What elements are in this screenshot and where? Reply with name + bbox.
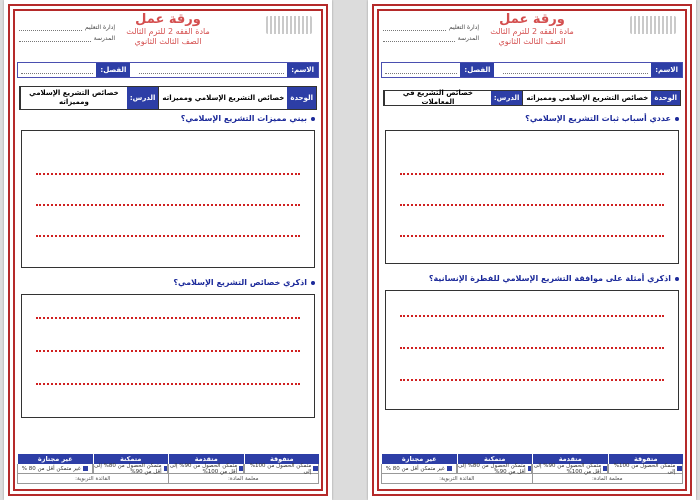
lesson-label: الدرس:	[491, 91, 523, 105]
criteria-excellent[interactable]: متمكن الحصول من 100% إلى	[608, 464, 684, 474]
subject-title: مادة الفقه 2 للترم الثالث	[490, 27, 574, 36]
class-label: الفصل:	[96, 63, 130, 77]
question-2-text: اذكري خصائص التشريع الإسلامي؟	[173, 278, 307, 287]
lesson-label: الدرس:	[127, 87, 159, 109]
ministry-logo-image	[266, 16, 312, 34]
level-advanced: متقدمة	[532, 454, 608, 464]
question-1-text: بيني مميزات التشريع الإسلامي؟	[180, 114, 307, 123]
teacher-signature: معلمة المادة:	[168, 474, 319, 483]
admin-info	[19, 24, 115, 46]
answer-line	[36, 235, 300, 237]
criteria-failed[interactable]: غير متمكن أقل من 80 %	[17, 464, 93, 474]
criteria-excellent[interactable]: متمكن الحصول من 100% إلى	[244, 464, 320, 474]
question-2	[381, 274, 679, 283]
unit-lesson-bar	[383, 90, 681, 106]
answer-line	[400, 315, 664, 317]
criteria-advanced[interactable]: متمكن الحصول من 90% إلى أقل من 100%	[168, 464, 244, 474]
leader-signature: القائدة التربوية:	[439, 475, 475, 482]
page-content	[17, 10, 319, 488]
checkbox-icon	[164, 466, 167, 471]
grade-title: الصف الثالث الثانوي	[498, 37, 566, 46]
bullet-icon	[311, 117, 315, 121]
worksheet-title: ورقة عمل	[135, 12, 201, 27]
answer-line	[400, 204, 664, 206]
checkbox-icon	[677, 466, 682, 471]
teacher-signature: معلمة المادة:	[532, 474, 683, 483]
lesson-value: خصائص التشريع في المعاملات	[384, 91, 491, 105]
answer-line	[400, 379, 664, 381]
checkbox-icon	[83, 466, 88, 471]
answer-box-1[interactable]	[385, 130, 679, 264]
admin-label: إدارة التعليم	[85, 24, 115, 31]
level-proficient: متمكنة	[93, 454, 169, 464]
level-excellent: متفوقة	[244, 454, 320, 464]
admin-field[interactable]	[19, 25, 82, 31]
answer-line	[400, 173, 664, 175]
school-field[interactable]	[19, 36, 91, 42]
answer-line	[36, 204, 300, 206]
page-content	[381, 10, 683, 488]
ministry-logo	[627, 12, 679, 38]
class-field[interactable]	[385, 63, 457, 74]
worksheet-header	[381, 10, 683, 60]
question-2-text: اذكري أمثلة على موافقة التشريع الإسلامي للفطرة الإنسانية؟	[428, 274, 671, 283]
name-field[interactable]	[503, 63, 648, 74]
unit-label: الوحدة	[651, 91, 680, 105]
admin-field[interactable]	[383, 25, 446, 31]
answer-line	[400, 347, 664, 349]
admin-label: إدارة التعليم	[449, 24, 479, 31]
answer-box-2[interactable]	[21, 294, 315, 418]
answer-line	[36, 317, 300, 319]
name-field[interactable]	[139, 63, 284, 74]
checkbox-icon	[603, 466, 606, 471]
checkbox-icon	[313, 466, 318, 471]
criteria-proficient[interactable]: متمكن الحصول من 80% إلى أقل من 90%	[457, 464, 533, 474]
unit-value: خصائص التشريع الإسلامي ومميزاته	[158, 87, 287, 109]
assessment-footer	[381, 454, 683, 488]
checkbox-icon	[239, 466, 242, 471]
unit-value: خصائص التشريع الإسلامي ومميزاته	[522, 91, 651, 105]
level-proficient: متمكنة	[457, 454, 533, 464]
bullet-icon	[675, 117, 679, 121]
answer-line	[36, 350, 300, 352]
unit-label: الوحدة	[287, 87, 316, 109]
school-label: المدرسة	[457, 35, 479, 42]
grade-title: الصف الثالث الثانوي	[134, 37, 202, 46]
student-info-bar	[17, 62, 319, 78]
ministry-logo-image	[630, 16, 676, 34]
question-1	[17, 114, 315, 123]
school-label: المدرسة	[93, 35, 115, 42]
unit-lesson-bar	[19, 86, 317, 110]
question-1	[381, 114, 679, 123]
school-field[interactable]	[383, 36, 455, 42]
answer-line	[400, 235, 664, 237]
class-label: الفصل:	[460, 63, 494, 77]
answer-line	[36, 383, 300, 385]
checkbox-icon	[528, 466, 531, 471]
level-failed: غير مجتازة	[381, 454, 457, 464]
criteria-failed[interactable]: غير متمكن أقل من 80 %	[381, 464, 457, 474]
admin-info	[383, 24, 479, 46]
name-label: الاسم:	[287, 63, 318, 77]
checkbox-icon	[447, 466, 452, 471]
answer-box-1[interactable]	[21, 130, 315, 268]
criteria-advanced[interactable]: متمكن الحصول من 90% إلى أقل من 100%	[532, 464, 608, 474]
criteria-proficient[interactable]: متمكن الحصول من 80% إلى أقل من 90%	[93, 464, 169, 474]
worksheet-page-right	[368, 0, 696, 500]
worksheet-page-left	[4, 0, 332, 500]
student-info-bar	[381, 62, 683, 78]
subject-title: مادة الفقه 2 للترم الثالث	[126, 27, 210, 36]
bullet-icon	[311, 281, 315, 285]
level-failed: غير مجتازة	[17, 454, 93, 464]
leader-signature: القائدة التربوية:	[75, 475, 111, 482]
bullet-icon	[675, 277, 679, 281]
answer-line	[36, 173, 300, 175]
question-2	[17, 278, 315, 287]
level-advanced: متقدمة	[168, 454, 244, 464]
answer-box-2[interactable]	[385, 290, 679, 410]
ministry-logo	[263, 12, 315, 38]
level-excellent: متفوقة	[608, 454, 684, 464]
assessment-footer	[17, 454, 319, 488]
worksheet-title: ورقة عمل	[499, 12, 565, 27]
lesson-value: خصائص التشريع الإسلامي ومميزاته	[20, 87, 127, 109]
worksheet-header	[17, 10, 319, 60]
question-1-text: عددي أسباب ثبات التشريع الإسلامي؟	[525, 114, 671, 123]
name-label: الاسم:	[651, 63, 682, 77]
class-field[interactable]	[21, 63, 93, 74]
